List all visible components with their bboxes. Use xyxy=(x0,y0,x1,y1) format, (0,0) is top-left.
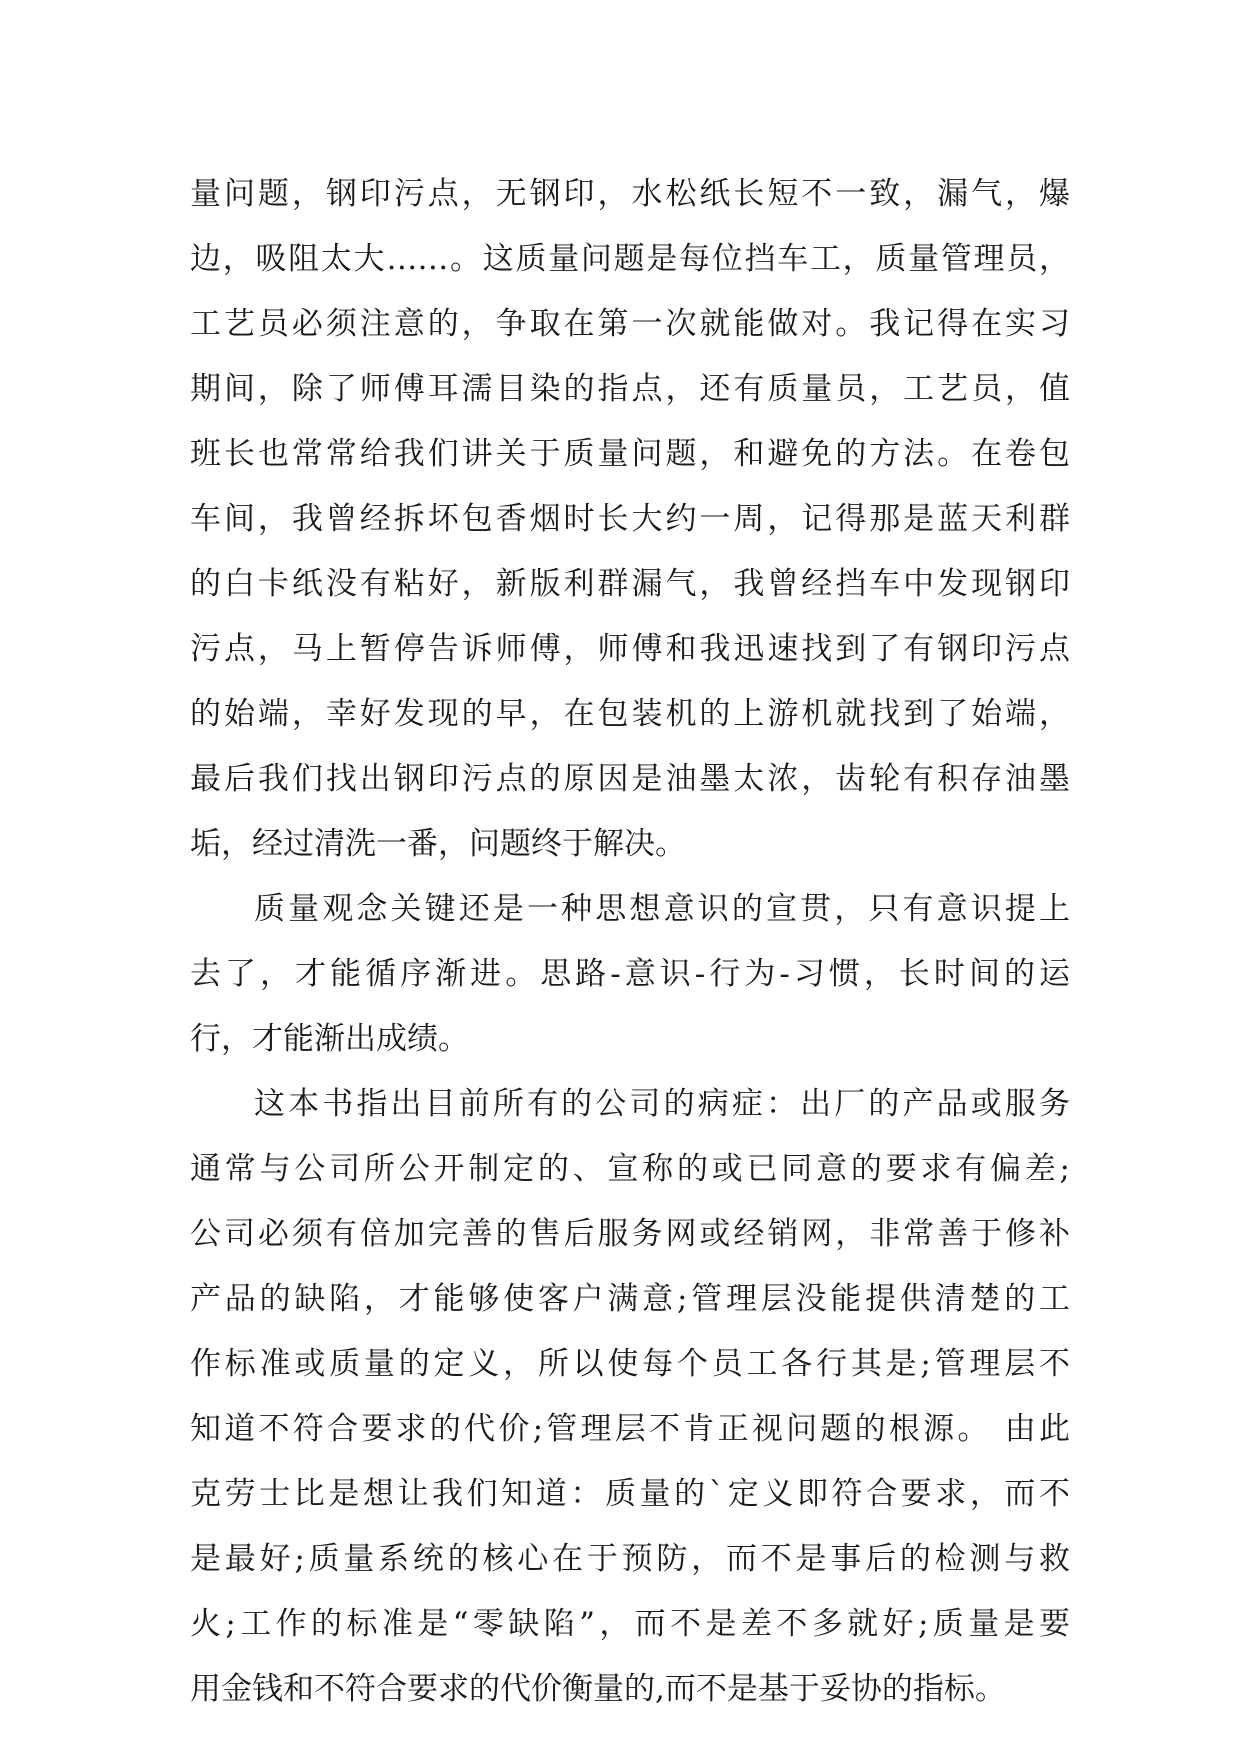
paragraph-3-line-7: 克劳士比是想让我们知道：质量的`定义即符合要求，而不 xyxy=(190,1476,1070,1512)
paragraph-1-line-11: 垢，经过清洗一番，问题终于解决。 xyxy=(190,826,686,862)
paragraph-1-line-3: 工艺员必须注意的，争取在第一次就能做对。我记得在实习 xyxy=(190,306,1070,342)
paragraph-3-line-5: 作标准或质量的定义，所以使每个员工各行其是;管理层不 xyxy=(190,1346,1070,1382)
paragraph-3-line-9: 火;工作的标准是“零缺陷”，而不是差不多就好;质量是要 xyxy=(190,1606,1070,1642)
paragraph-3-line-6: 知道不符合要求的代价;管理层不肯正视问题的根源。 由此 xyxy=(190,1411,1070,1447)
paragraph-3-line-1: 这本书指出目前所有的公司的病症：出厂的产品或服务 xyxy=(254,1086,1070,1122)
paragraph-3-line-8: 是最好;质量系统的核心在于预防，而不是事后的检测与救 xyxy=(190,1541,1070,1577)
paragraph-3-line-10: 用金钱和不符合要求的代价衡量的,而不是基于妥协的指标。 xyxy=(190,1671,1006,1707)
document-body xyxy=(190,162,1070,1722)
paragraph-1-line-5: 班长也常常给我们讲关于质量问题，和避免的方法。在卷包 xyxy=(190,436,1070,472)
paragraph-1-line-6: 车间，我曾经拆坏包香烟时长大约一周，记得那是蓝天利群 xyxy=(190,501,1070,537)
paragraph-1-line-10: 最后我们找出钢印污点的原因是油墨太浓，齿轮有积存油墨 xyxy=(190,761,1070,797)
paragraph-2-line-2: 去了，才能循序渐进。思路-意识-行为-习惯，长时间的运 xyxy=(190,956,1070,992)
paragraph-1-line-9: 的始端，幸好发现的早，在包装机的上游机就找到了始端， xyxy=(190,696,1070,732)
paragraph-1-line-8: 污点，马上暂停告诉师傅，师傅和我迅速找到了有钢印污点 xyxy=(190,631,1070,667)
paragraph-3-line-3: 公司必须有倍加完善的售后服务网或经销网，非常善于修补 xyxy=(190,1216,1070,1252)
paragraph-3-line-2: 通常与公司所公开制定的、宣称的或已同意的要求有偏差; xyxy=(190,1151,1070,1187)
paragraph-1-line-1: 量问题，钢印污点，无钢印，水松纸长短不一致，漏气，爆 xyxy=(190,176,1070,212)
paragraph-2-line-3: 行，才能渐出成绩。 xyxy=(190,1021,469,1057)
paragraph-2-line-1: 质量观念关键还是一种思想意识的宣贯，只有意识提上 xyxy=(254,891,1070,927)
paragraph-1-line-4: 期间，除了师傅耳濡目染的指点，还有质量员，工艺员，值 xyxy=(190,371,1070,407)
paragraph-1-line-7: 的白卡纸没有粘好，新版利群漏气，我曾经挡车中发现钢印 xyxy=(190,566,1070,602)
paragraph-3-line-4: 产品的缺陷，才能够使客户满意;管理层没能提供清楚的工 xyxy=(190,1281,1070,1317)
paragraph-1-line-2: 边，吸阻太大……。这质量问题是每位挡车工，质量管理员， xyxy=(190,241,1070,277)
